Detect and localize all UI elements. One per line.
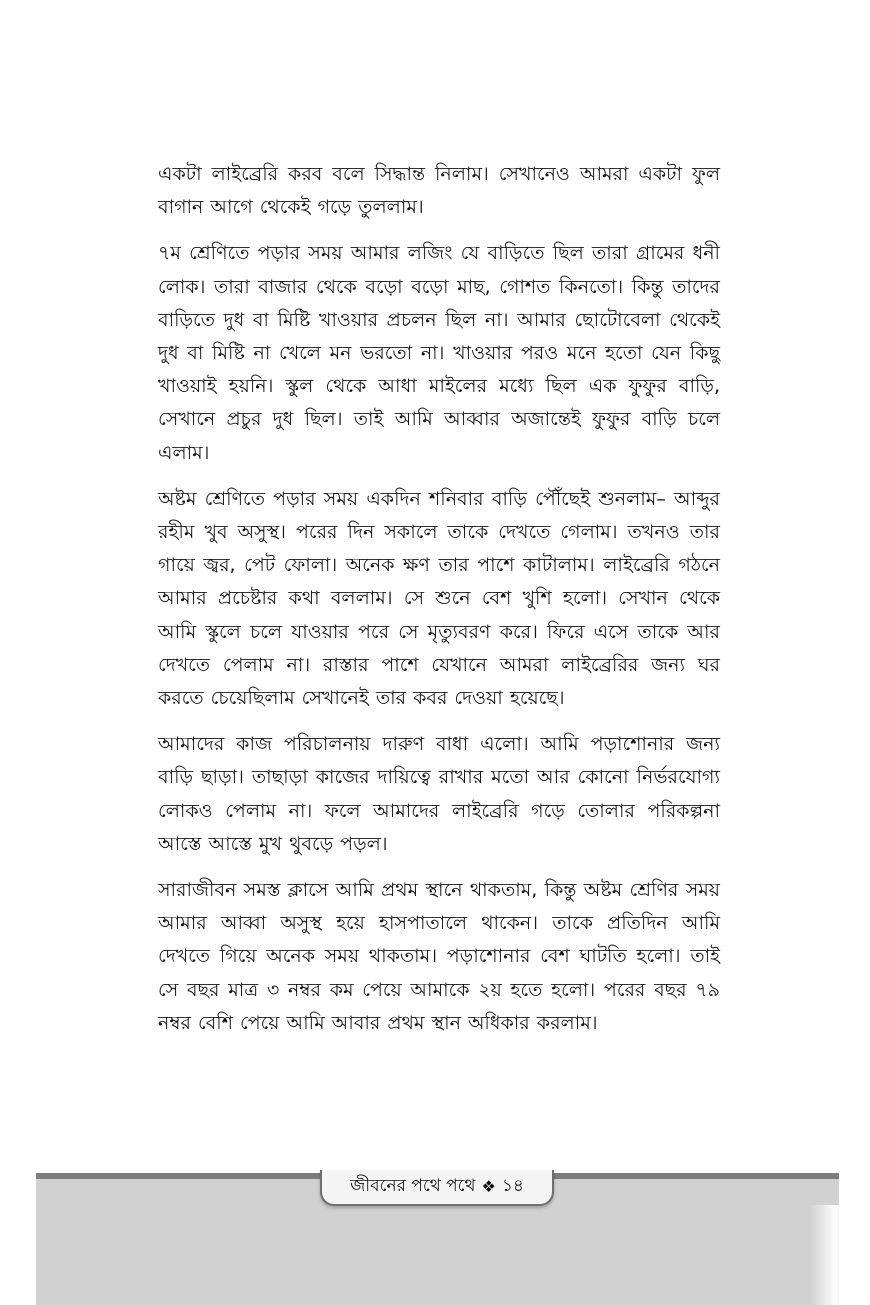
diamond-ornament-icon: ❖ [481,1177,496,1196]
book-title: জীবনের পথে পথে [350,1176,476,1196]
page-number: ১৪ [501,1176,524,1196]
paragraph-4: আমাদের কাজ পরিচালনায় দারুণ বাধা এলো। আমি পড়াশোনার জন্য বাড়ি ছাড়া। তাছাড়া কাজের দায়িত্বে রাখার মতো আর কোনো নির্ভরযোগ্য লোকও পেলাম না। ফলে আমাদের লাইব্রেরি গড়ে তোলার পরিকল্পনা আস্তে আস্তে মুখ থুবড়ে পড়ল। [158,733,720,855]
body-text [158,158,720,1053]
paragraph-5: সারাজীবন সমস্ত ক্লাসে আমি প্রথম স্থানে থাকতাম, কিন্তু অষ্টম শ্রেণির সময় আমার আব্বা অসুস্থ হয়ে হাসপাতালে থাকেন। তাকে প্রতিদিন আমি দেখতে গিয়ে অনেক সময় থাকতাম। পড়াশোনার বেশ ঘাটতি হলো। তাই সে বছর মাত্র ৩ নম্বর কম পেয়ে আমাকে ২য় হতে হলো। পরের বছর ৭৯ নম্বর বেশি পেয়ে আমি আবার প্রথম স্থান অধিকার করলাম। [158,879,720,1034]
running-footer [320,1170,554,1206]
paragraph-3: অষ্টম শ্রেণিতে পড়ার সময় একদিন শনিবার বাড়ি পৌঁছেই শুনলাম– আব্দুর রহীম খুব অসুস্থ। পরের দিন সকালে তাকে দেখতে গেলাম। তখনও তার গায়ে জ্বর, পেট ফোলা। অনেক ক্ষণ তার পাশে কাটালাম। লাইব্রেরি গঠনে আমার প্রচেষ্টার কথা বললাম। সে শুনে বেশ খুশি হলো। সেখান থেকে আমি স্কুলে চলে যাওয়ার পরে সে মৃত্যুবরণ করে। ফিরে এসে তাকে আর দেখতে পেলাম না। রাস্তার পাশে যেখানে আমরা লাইব্রেরির জন্য ঘর করতে চেয়েছিলাম সেখানেই তার কবর দেওয়া হয়েছে। [158,487,720,710]
paragraph-2: ৭ম শ্রেণিতে পড়ার সময় আমার লজিং যে বাড়িতে ছিল তারা গ্রামের ধনী লোক। তারা বাজার থেকে বড়ো বড়ো মাছ, গোশত কিনতো। কিন্তু তাদের বাড়িতে দুধ বা মিষ্টি খাওয়ার প্রচলন ছিল না। আমার ছোটোবেলা থেকেই দুধ বা মিষ্টি না খেলে মন ভরতো না। খাওয়ার পরও মনে হতো যেন কিছু খাওয়াই হয়নি। স্কুল থেকে আধা মাইলের মধ্যে ছিল এক ফুফুর বাড়ি, সেখানে প্রচুর দুধ ছিল। তাই আমি আব্বার অজান্তেই ফুফুর বাড়ি চলে এলাম। [158,242,720,464]
paragraph-1: একটা লাইব্রেরি করব বলে সিদ্ধান্ত নিলাম। সেখানেও আমরা একটা ফুল বাগান আগে থেকেই গড়ে তুললাম। [158,163,720,219]
scan-highlight [810,1205,850,1305]
